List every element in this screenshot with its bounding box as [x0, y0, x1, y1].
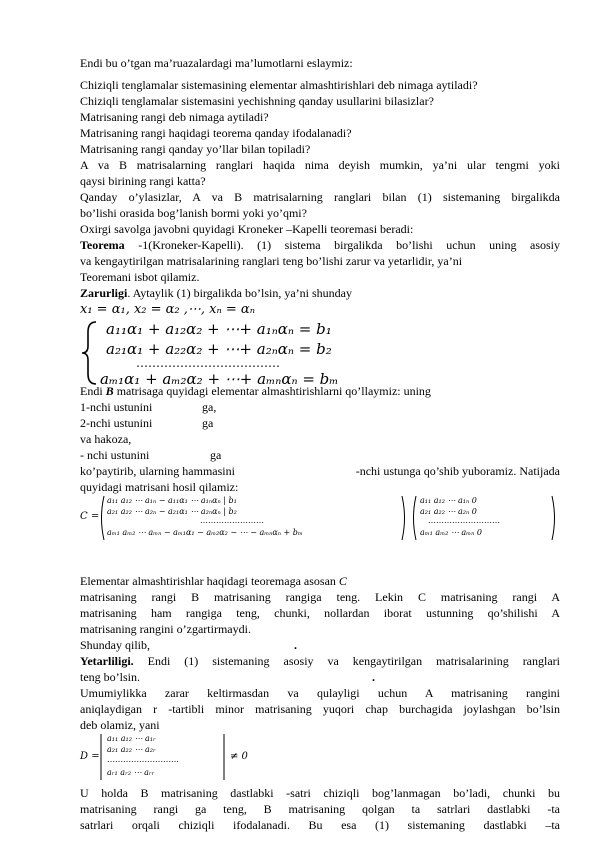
question-2: Chiziqli tenglamalar sistemasini yechishning qanday usullarini bilasizlar? — [80, 94, 434, 108]
determinant-label: D = — [80, 751, 100, 762]
matrix-r-row-2: a₂₁ a₂₂ ⋯ a₂ₙ 0 — [420, 507, 477, 516]
matrix-c-row-1: a₁₁ a₁₂ ⋯ a₁ₙ − a₁₁α₁ ⋯ a₁ₙαₙ | b₁ — [107, 496, 237, 505]
matrix-c-label: C = — [80, 511, 100, 522]
equation-dots: ……………………………… — [136, 356, 280, 370]
paragraph-line: Qanday o’ylasizlar, A va B matrisalarning ranglari bilan (1) sistemaning birgalikda — [80, 190, 560, 204]
paragraph-line: ko’paytirib, ularning hammasini -nchi ustunga qo’shib yuboramiz. Natijada — [80, 464, 560, 478]
matrix-r-row-1: a₁₁ a₁₂ ⋯ a₁ₙ 0 — [420, 496, 477, 505]
determinant-dots: ……………………… — [107, 755, 179, 764]
paragraph-line: Elementar almashtirishlar haqidagi teoremaga asosan C — [80, 574, 347, 588]
matrix-equation — [80, 494, 560, 542]
determinant-row-3: aᵣ₁ aᵣ₂ ⋯ aᵣᵣ — [107, 768, 155, 777]
minor-determinant — [80, 732, 280, 782]
matrix-r-dots: ……………………… — [428, 516, 500, 525]
paragraph-line: Shunday qilib, . — [80, 638, 297, 652]
equation-row-1: a₁₁α₁ + a₁₂α₂ + ⋯+ a₁ₙαₙ = b₁ — [106, 320, 332, 338]
paragraph-line: matrisaning rangini o’zgartirmaydi. — [80, 622, 251, 636]
equation-row-m: aₘ₁α₁ + aₘ₂α₂ + ⋯+ aₘₙαₙ = bₘ — [100, 370, 339, 388]
determinant-nonzero: ≠ 0 — [230, 751, 248, 762]
paragraph-line: A va B matrisalarning ranglari haqida nima deyish mumkin, ya’ni ular tengmi yoki — [80, 158, 560, 172]
matrix-c-dots: …………………… — [200, 516, 264, 525]
matrix-c-row-2: a₂₁ a₂₂ ⋯ a₂ₙ − a₂₁α₁ ⋯ a₂ₙαₙ | b₂ — [107, 507, 237, 516]
paragraph-line: deb olamiz, yani — [80, 718, 160, 732]
paragraph-line: satrlari orqali chiziqli ifodalanadi. Bu esa (1) sistemaning dastlabki –ta — [80, 818, 560, 832]
paragraph-line: aniqlaydigan r -tartibli minor matrisaning yuqori chap burchagida joylashgan bo’lsin — [80, 702, 560, 716]
matrix-b-symbol: B — [105, 384, 114, 398]
paragraph-line: matrisaning rangi ga teng, B matrisaning qolgan ta satrlari dastlabki -ta — [80, 802, 560, 816]
matrix-r-row-3: aₘ₁ aₘ₂ ⋯ aₘₙ 0 — [420, 528, 482, 537]
theorem-line — [80, 238, 560, 253]
sufficiency-line: Yetarliligi. Endi (1) sistemaning asosiy va kengaytirilgan matrisalarining ranglari — [80, 654, 560, 668]
intro-text: Endi bu o’tgan ma’ruazalardagi ma’lumotlarni eslaymiz: — [80, 56, 353, 70]
equation-system — [80, 320, 410, 388]
paragraph-line: teng bo’lsin. . — [80, 670, 375, 684]
operation-2: 2-nchi ustunini ga — [80, 416, 214, 430]
question-3: Matrisaning rangi deb nimaga aytiladi? — [80, 110, 269, 124]
paragraph-line: quyidagi matrisani hosil qilamiz: — [80, 480, 239, 494]
matrix-c-row-3: aₘ₁ aₘ₂ ⋯ aₘₙ − aₘ₁α₁ − aₘ₂α₂ − ⋯ − aₘₙαₙ + bₘ — [107, 528, 303, 537]
paragraph-line: matrisaning rangi B matrisaning rangiga teng. Lekin C matrisaning rangi A — [80, 590, 560, 604]
operation-n: - nchi ustunini ga — [80, 448, 222, 462]
determinant-row-2: a₂₁ a₂₂ ⋯ a₂ᵣ — [107, 745, 156, 754]
sufficiency-label: Yetarliligi. — [80, 654, 134, 668]
theorem-line-3: Teoremani isbot qilamiz. — [80, 270, 200, 284]
necessity-line — [80, 286, 560, 301]
theorem-line-2: va kengaytirilgan matrisalarining ranglari teng bo’lishi zarur va yetarlidir, ya’ni — [80, 254, 463, 268]
paragraph-line: Umumiylikka zarar keltirmasdan va qulayligi uchun A matrisaning rangini — [80, 686, 560, 700]
paragraph-line: qaysi birining rangi katta? — [80, 174, 206, 188]
theorem-text: -1(Kroneker-Kapelli). (1) sistema birgalikda bo’lishi uchun uning asosiy — [124, 238, 560, 252]
paragraph-line: matrisaning ham rangiga teng, chunki, nollardan iborat ustunning qo’shilishi A — [80, 606, 560, 620]
operation-1: 1-nchi ustunini ga, — [80, 400, 217, 414]
equation-row-2: a₂₁α₁ + a₂₂α₂ + ⋯+ a₂ₙαₙ = b₂ — [106, 340, 332, 358]
question-4: Matrisaning rangi haqidagi teorema qanday ifodalanadi? — [80, 126, 352, 140]
left-brace — [80, 320, 100, 386]
paragraph-line: Endi B matrisaga quyidagi elementar almashtirishlarni qo’llaymiz: uning — [80, 384, 431, 398]
necessity-label: Zarurligi — [80, 286, 128, 300]
paragraph-line: Oxirgi savolga javobni quyidagi Kroneker –Kapelli teoremasi beradi: — [80, 222, 414, 236]
determinant-row-1: a₁₁ a₁₂ ⋯ a₁ᵣ — [107, 734, 156, 743]
substitution-formula: x₁ = α₁, x₂ = α₂ ,⋯, xₙ = αₙ — [80, 302, 255, 317]
necessity-text: . Aytaylik (1) birgalikda bo’lsin, ya’ni shunday — [127, 286, 352, 300]
paragraph-line: bo’lishi orasida bog’lanish bormi yoki yo’qmi? — [80, 206, 307, 220]
question-1: Chiziqli tenglamalar sistemasining elementar almashtirishlari deb nimaga aytiladi? — [80, 78, 478, 92]
question-5: Matrisaning rangi qanday yo’llar bilan topiladi? — [80, 142, 311, 156]
paragraph-line: U holda B matrisaning dastlabki -satri chiziqli bog’lanmagan bo’ladi, chunki bu — [80, 786, 560, 800]
theorem-label: Teorema — [80, 238, 125, 252]
paragraph-line: va hakoza, — [80, 432, 132, 446]
